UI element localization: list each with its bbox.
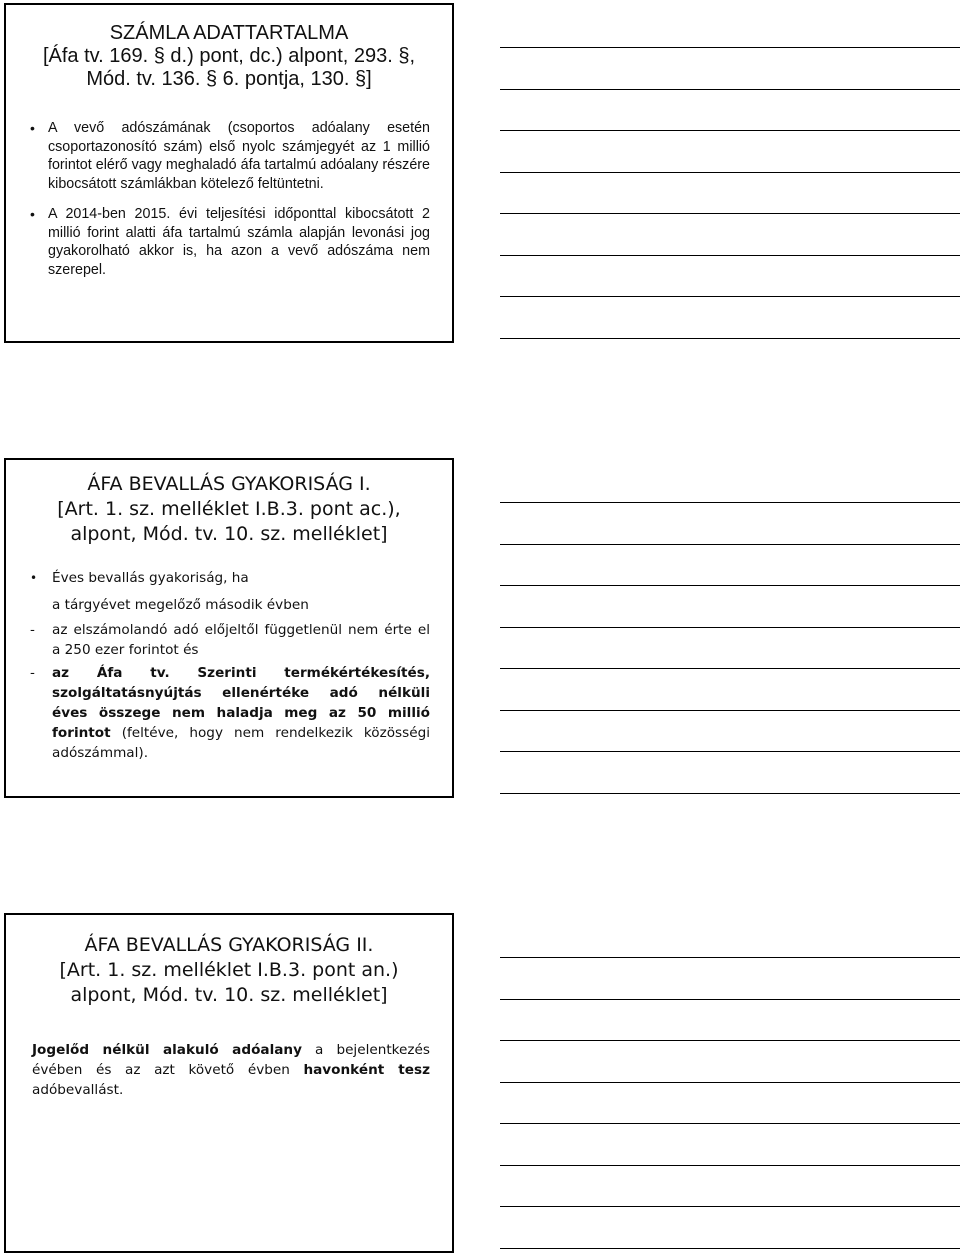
bullet-marker: •: [30, 571, 38, 585]
dash-item: [30, 620, 430, 660]
sub-line: a tárgyévet megelőző második évben: [52, 597, 309, 613]
note-line: [500, 296, 960, 297]
slide-vat-return-frequency-2: [4, 913, 454, 1253]
slide-title-line: [Áfa tv. 169. § d.) pont, dc.) alpont, 293. §,: [42, 45, 416, 67]
note-line: [500, 255, 960, 256]
text-phrase: a bejelentkezés évében és az azt követő évben: [32, 1042, 430, 1078]
note-line: [500, 710, 960, 711]
slide-title-line: alpont, Mód. tv. 10. sz. melléklet]: [70, 523, 388, 545]
text-phrase: adóbevallást.: [32, 1082, 124, 1098]
note-line: [500, 89, 960, 90]
slide-title-line: Mód. tv. 136. § 6. pontja, 130. §]: [86, 68, 372, 90]
list-item: [30, 119, 430, 193]
bullet-line: [30, 568, 430, 588]
dash-marker: -: [30, 622, 35, 638]
bullet-marker: •: [30, 120, 35, 136]
note-line: [500, 338, 960, 339]
bullet-marker: •: [30, 206, 35, 222]
bullet-text: A 2014-ben 2015. évi teljesítési időponttal kibocsátott 2 millió forint alatti áfa tartalmú számla alapján levonási jog gyakorolható akkor is, ha azon a vevő adószáma nem szerepel.: [48, 206, 430, 278]
note-line: [500, 585, 960, 586]
note-line: [500, 999, 960, 1000]
slide-title-line: SZÁMLA ADATTARTALMA: [109, 22, 349, 44]
dash-bold-text: az Áfa tv. Szerinti termékértékesítés, szolgáltatásnyújtás ellenértéke adó nélküli éves összege nem haladja meg az 50 millió forintot: [52, 665, 430, 741]
slide-title-line: [Art. 1. sz. melléklet I.B.3. pont an.): [59, 959, 399, 981]
slide-title-line: ÁFA BEVALLÁS GYAKORISÁG I.: [87, 473, 371, 495]
slide-invoice-content: [4, 3, 454, 343]
note-line: [500, 172, 960, 173]
bullet-text: Éves bevallás gyakoriság, ha: [52, 570, 249, 586]
note-line: [500, 751, 960, 752]
note-line: [500, 502, 960, 503]
bullet-text: A vevő adószámának (csoportos adóalany esetén csoportazonosító szám) első nyolc számjegyét az 1 millió forintot elérő vagy meghaladó áfa tartalmú adóalany részére kibocsátott számlákban kötelező feltüntetni.: [48, 120, 430, 192]
slide-title-line: ÁFA BEVALLÁS GYAKORISÁG II.: [84, 934, 374, 956]
note-line: [500, 1248, 960, 1249]
note-line: [500, 668, 960, 669]
note-line: [500, 1206, 960, 1207]
note-line: [500, 1082, 960, 1083]
bold-phrase: havonként tesz: [303, 1062, 430, 1078]
slide-title-line: [Art. 1. sz. melléklet I.B.3. pont ac.),: [57, 498, 401, 520]
note-line: [500, 213, 960, 214]
note-line: [500, 793, 960, 794]
note-line: [500, 957, 960, 958]
note-line: [500, 1123, 960, 1124]
note-line: [500, 47, 960, 48]
note-line: [500, 544, 960, 545]
dash-text: az elszámolandó adó előjeltől függetlenül nem érte el a 250 ezer forintot és: [52, 622, 430, 658]
slide-title-line: alpont, Mód. tv. 10. sz. melléklet]: [70, 984, 388, 1006]
note-line: [500, 627, 960, 628]
dash-marker: -: [30, 665, 35, 681]
slide-vat-return-frequency-1: [4, 458, 454, 798]
paragraph: [32, 1040, 430, 1100]
note-line: [500, 130, 960, 131]
note-line: [500, 1165, 960, 1166]
bullet-list: [30, 119, 430, 279]
dash-item: [30, 663, 430, 763]
dash-normal-text: (feltéve, hogy nem rendelkezik közösségi adószámmal).: [52, 725, 430, 761]
note-line: [500, 1040, 960, 1041]
list-item: [30, 205, 430, 279]
bold-phrase: Jogelőd nélkül alakuló adóalany: [32, 1042, 302, 1058]
